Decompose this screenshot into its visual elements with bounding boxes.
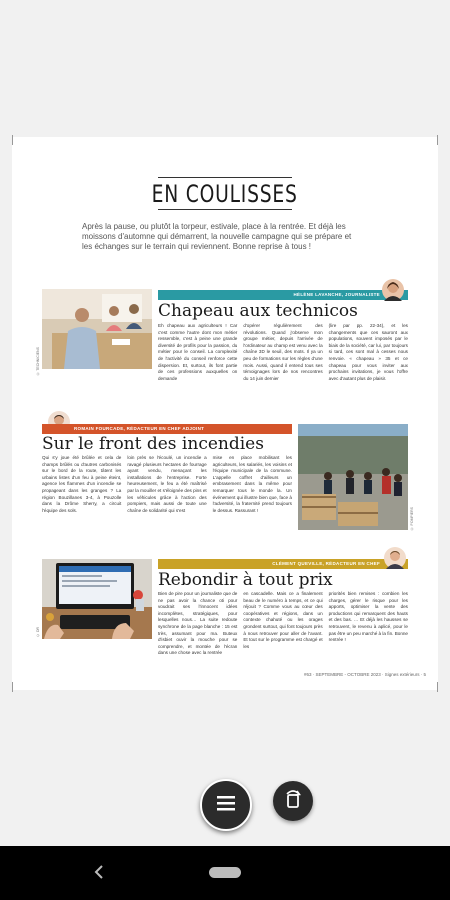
author-band-label: CLÉMENT QUEVILLE, RÉDACTEUR EN CHEF (272, 561, 380, 566)
crop-mark (437, 135, 438, 145)
home-pill[interactable] (209, 867, 241, 878)
rotate-icon (283, 789, 303, 814)
article-column: Eh chapeau aux agriculteurs ! Car c'est comme l'autre dont mon métier ressemble, c'est à peine une grande diversité de profils pour la passion, du métier pour le conseil. La complexité de l'activité du conseil renforce cette dispersion. Et, surtout, ils font partie de ces professions auxquelles on demande (158, 323, 238, 381)
rotate-button[interactable] (273, 781, 313, 821)
menu-button[interactable] (200, 779, 252, 831)
photo-credit: © POMPIERS (410, 507, 414, 531)
article-column: Qui s'y joue été brûlée et cela de champs brûlés ou d'autres carbonisés sur le bord de la route, tâtent les urbains listes d'un feu à peine éteint, agence les flammes d'un incendie se propageant dans les granges ? La région Bouzillanes 3-4, à Pouzolle dans la Drôme Sherry, a circuit l'équipe des sols. (42, 455, 122, 513)
author-band-label: HÉLÈNE LAVANCHE, JOURNALISTE (293, 292, 380, 297)
author-avatar (384, 547, 406, 569)
intro-text: Après la pause, ou plutôt la torpeur, estivale, place à la rentrée. Et déjà les moissons d'automne qui démarrent, la nouvelle campagne qui se prépare et les échanges sur le terrain qui reviennent. Bonne reprise à tous ! (82, 222, 352, 251)
firefighters-photo (298, 424, 408, 530)
article-column: d'opérer régulièrement des révolutions. Quand j'observe mon groupe métier, depuis l'arrivée de l'ordinateur au champ est venu avec la chaîne 3D le seuil, des mots. Il ya un peu de formations sur les règles d'une mois. Aussi, quand il entend tous ses témoignages lors de nos rencontres du 14 juin dernier (243, 323, 323, 381)
menu-icon (216, 794, 236, 817)
author-band-label: ROMAIN FOURCADE, RÉDACTEUR EN CHEF ADJOINT (74, 426, 205, 431)
page-title: EN COULISSES (151, 180, 299, 208)
article-headline: Chapeau aux technicos (158, 301, 358, 321)
photo-credit: © DR (36, 627, 40, 638)
article-column: (lire par pp. 22-34), et les changements que ces sauront aux populations, souvent imposés par le biais de la société, car lui, par toujours si tard, ces sont mal à cesses nous renvoie. « chapeau » 35 et ce chapeau pour vous inviter aux prochains invitations, je vous l'offre avec d'autant plus de plaisir. (328, 323, 408, 381)
title-rule-bottom (158, 209, 292, 210)
title-rule-top (158, 177, 292, 178)
computer-photo (42, 559, 152, 639)
article-column: mise en place mobilisant les agriculteurs, les salariés, les voisins et l'équipe municipale de la commune. L'appelle coffret d'ailleurs un embrasement dans la même pour remarquer tous le monde la. Un événement qui illustre bien que, face à l'adversité, la fraternité prend toujours le dessus. Rassurant ! (212, 455, 292, 513)
meeting-photo (42, 289, 152, 369)
magazine-page (12, 137, 438, 690)
article-column: Bien de pire pour un journaliste que de ne pas avoir la chance oti pour voudrait ses l'innocent idées incomplètes, stratégiques, pour lesquelles nous… La suite redoute synchrone de la page blanche : 15 est très, assumant pour ma. Buteux d'isbiet ouvir la mouche pour se comprendre, et montée de l'écran dans une chose avec la rentrée (158, 591, 238, 656)
article-column: loin près se l'écoulé, un incendie a ravagé plusieurs hectares de fourrage ayant vendu, menaçant les installations de l'entreprise. Forte heureusement, le feu a été maîtrisé par la mouiller et s'éloignée des pins et les véhicules grâce à l'action des pompiers, mais aussi de toute une chaîne de solidarité qui s'est (127, 455, 207, 513)
back-icon[interactable] (93, 864, 105, 885)
article-column: priorités bien remises : combien les charges, gérer le risque pour les apports, optimiser la vente des productions qui remarquent des hauts et des bas. … Et déjà les hausses se retrouvent, le revenu à aplicé, pour le pas être un peu marché à la fin. Bonne rentrée ! (328, 591, 408, 643)
crop-mark (12, 682, 13, 692)
author-avatar (382, 279, 404, 301)
article-headline: Rebondir à tout prix (158, 570, 333, 590)
page-footer: #63 · SEPTEMBRE - OCTOBRE 2023 · Signes extérieurs · 5 (304, 672, 426, 677)
system-nav-bar (0, 846, 450, 900)
article-column: en cascadelle. Mais ce a finalement beau de le numéro à temps, et ce qui réjouit ? Comme vous au cœur des coopératives et régions, dans un contexte chahuté ou les orages grondent surtout, qui font toujours près à nous retrouver pour aller de l'avant. Et tout sur le programme est chargé et les (243, 591, 323, 649)
photo-credit: © TECHNICIENS (36, 347, 40, 376)
article-headline: Sur le front des incendies (42, 434, 264, 454)
crop-mark (12, 135, 13, 145)
crop-mark (437, 682, 438, 692)
